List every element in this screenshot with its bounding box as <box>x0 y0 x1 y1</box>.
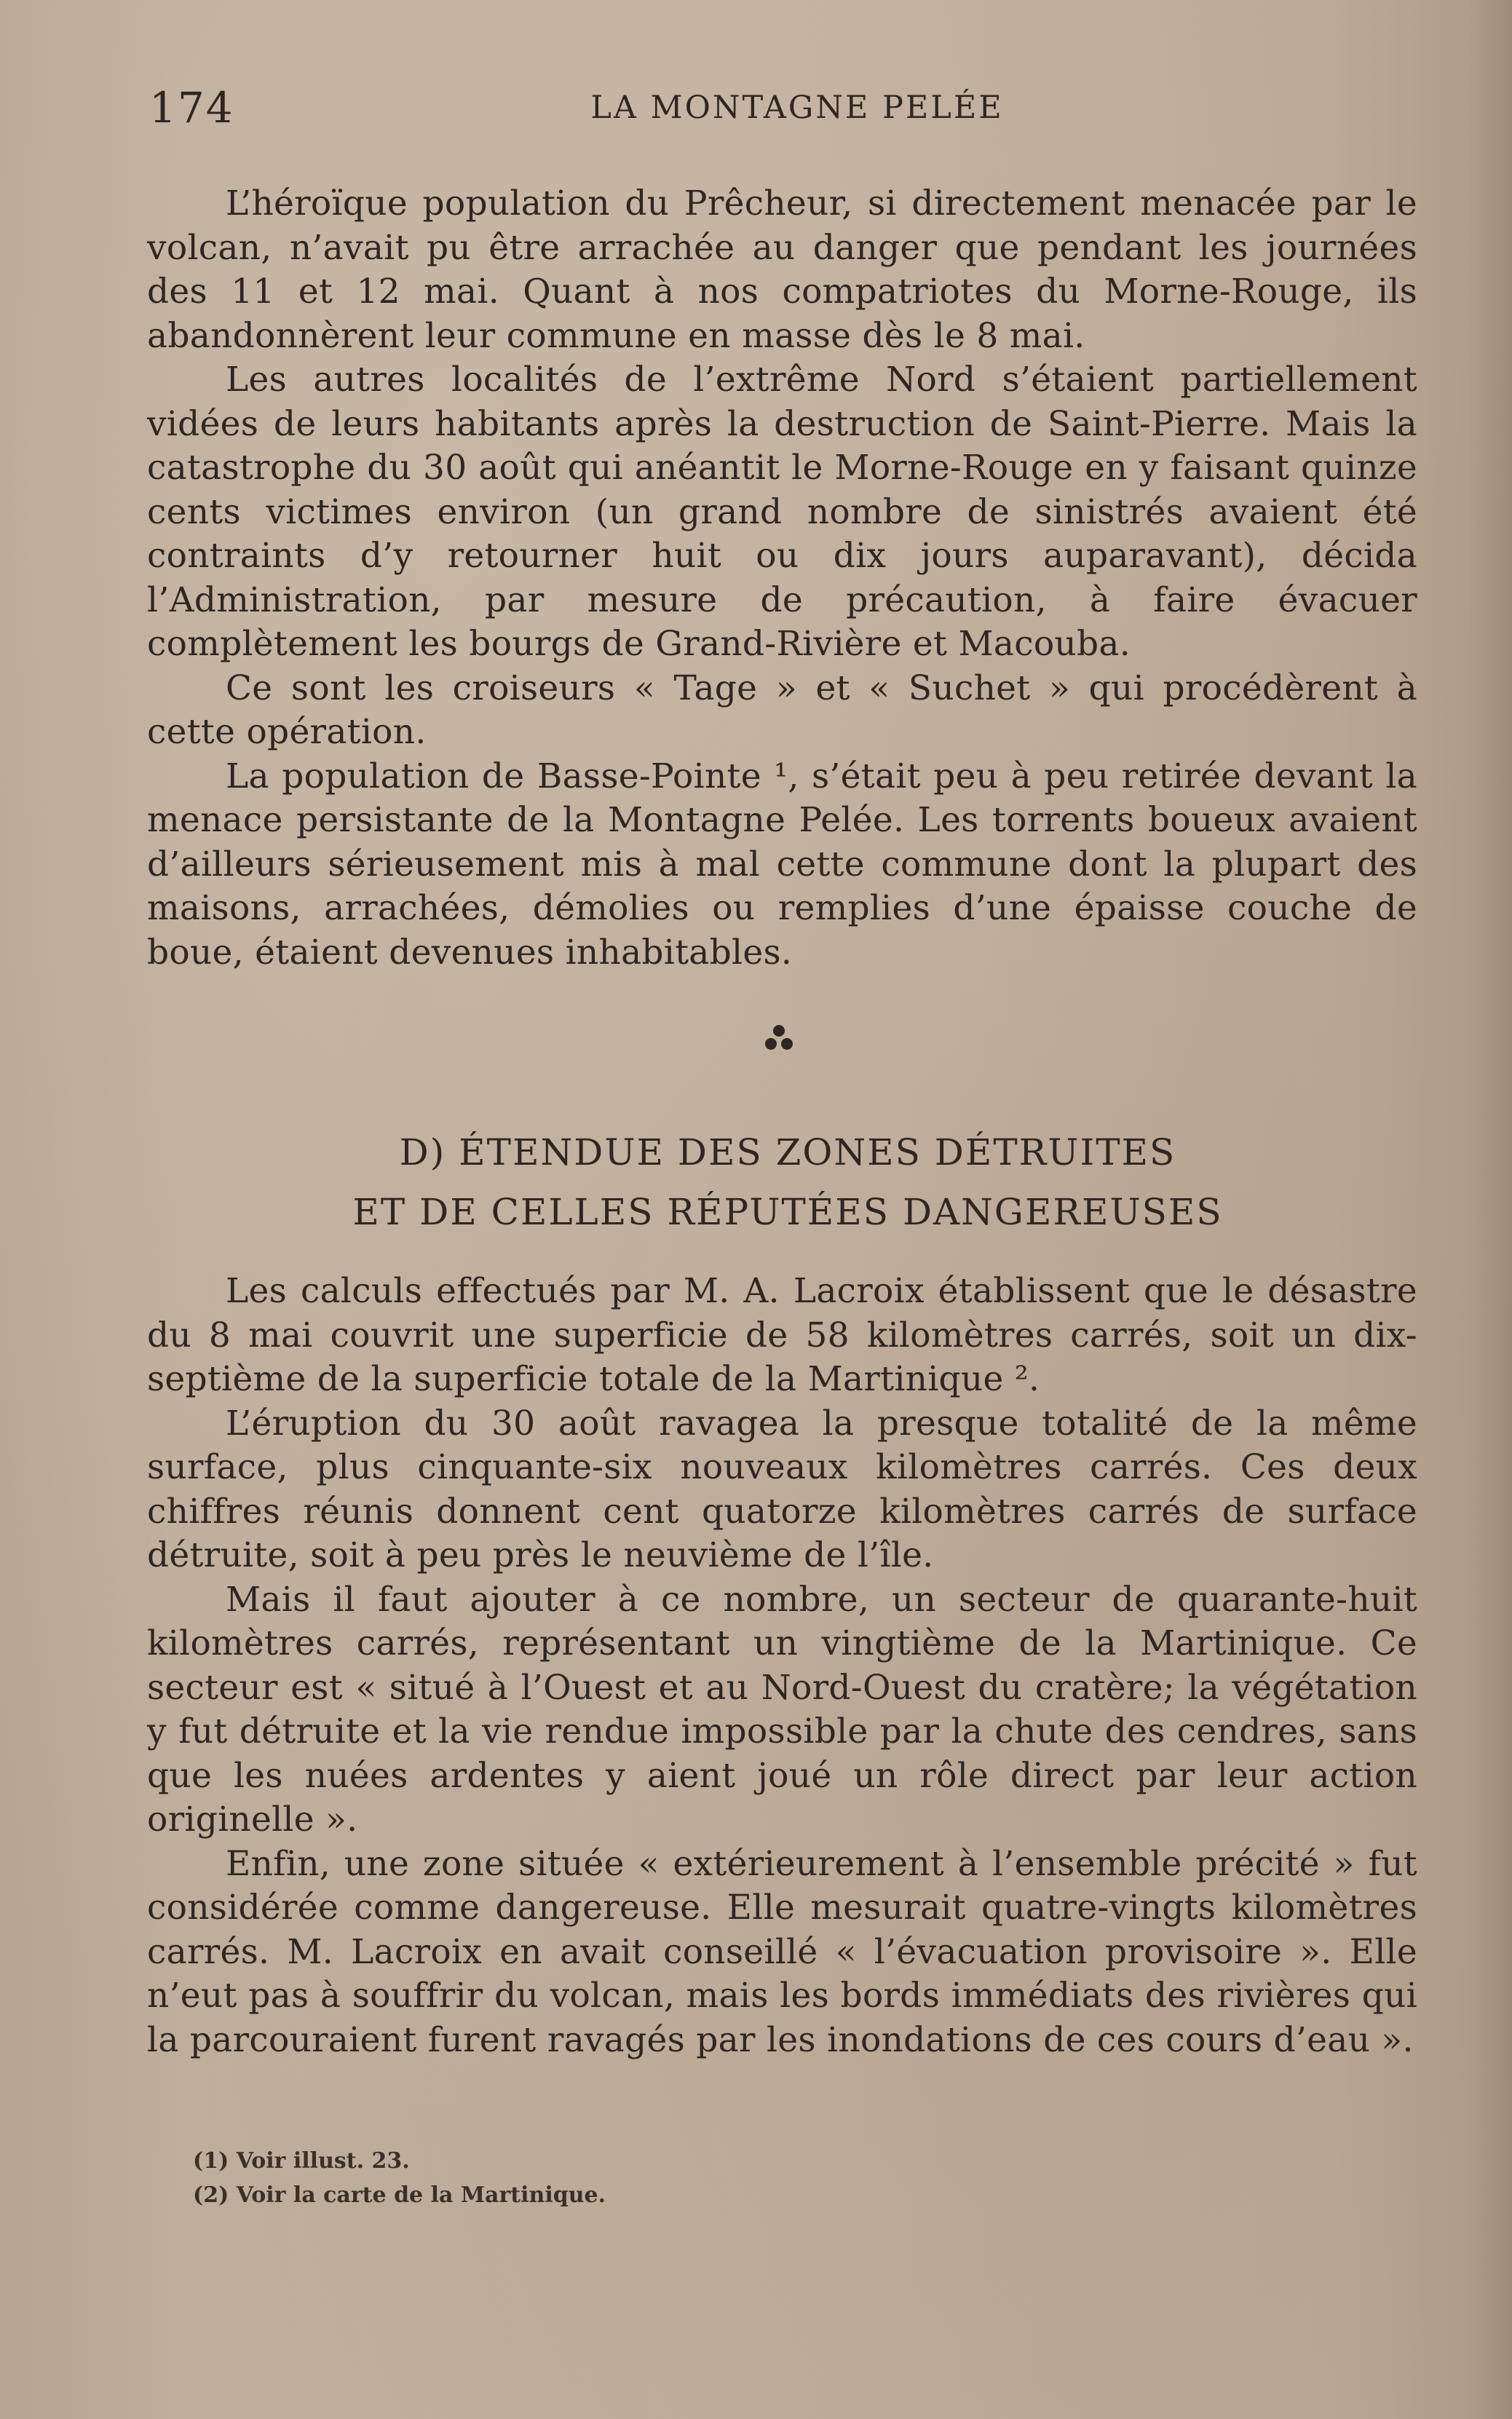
section-title-line-1: D) ÉTENDUE DES ZONES DÉTRUITES <box>399 1131 1176 1173</box>
paragraph: Ce sont les croiseurs « Tage » et « Suchet » qui procédèrent à cette opération. <box>147 668 1417 752</box>
page-header <box>149 79 1416 137</box>
section-title-line-2: ET DE CELLES RÉPUTÉES DANGEREUSES <box>352 1191 1223 1233</box>
footnote-1: (1) Voir illust. 23. <box>193 2148 410 2174</box>
asterism-ornament <box>750 1019 808 1063</box>
paragraph: L’éruption du 30 août ravagea la presque totalité de la même surface, plus cinquante-six nouveaux kilomètres carrés. Ces deux chiffres réunis donnent cent quatorze kilomètres carrés de surface détruite, soit à peu près le neuvième de l’île. <box>147 1403 1417 1575</box>
footnotes <box>193 2146 848 2214</box>
body-text-after-section <box>147 1270 1417 2062</box>
paragraph: Mais il faut ajouter à ce nombre, un secteur de quarante-huit kilomètres carrés, représentant un vingtième de la Martinique. Ce secteur est « situé à l’Ouest et au Nord-Ouest du cratère; la végétation y fut détruite et la vie rendue impossible par la chute des cendres, sans que les nuées ardentes y aient joué un rôle direct par leur action originelle ». <box>147 1579 1417 1840</box>
body-text-before-section <box>147 182 1417 975</box>
paragraph: Les calculs effectués par M. A. Lacroix établissent que le désastre du 8 mai couvrit une superficie de 58 kilomètres carrés, soit un dix-septième de la superficie totale de la Martinique ². <box>147 1271 1417 1399</box>
page-edge-shadow <box>1468 0 1512 2419</box>
running-title: LA MONTAGNE PELÉE <box>590 90 1004 126</box>
page-number: 174 <box>149 83 234 132</box>
paragraph: Les autres localités de l’extrême Nord s’étaient partiellement vidées de leurs habitants après la destruction de Saint-Pierre. Mais la catastrophe du 30 août qui anéantit le Morne-Rouge en y faisant quinze cents victimes environ (un grand nombre de sinistrés avaient été contraints d’y retourner huit ou dix jours auparavant), décida l’Administration, par mesure de précaution, à faire évacuer complètement les bourgs de Grand-Rivière et Macouba. <box>147 360 1417 664</box>
paragraph: Enfin, une zone située « extérieurement à l’ensemble précité » fut considérée comme dangereuse. Elle mesurait quatre-vingts kilomètres carrés. M. Lacroix en avait conseillé « l’évacuation provisoire ». Elle n’eut pas à souffrir du volcan, mais les bords immédiats des rivières qui la parcouraient furent ravagés par les inondations de ces cours d’eau ». <box>147 1843 1417 2060</box>
footnote-2: (2) Voir la carte de la Martinique. <box>193 2182 606 2208</box>
paragraph: La population de Basse-Pointe ¹, s’était peu à peu retirée devant la menace persistante de la Montagne Pelée. Les torrents boueux avaient d’ailleurs sérieusement mis à mal cette commune dont la plupart des maisons, arrachées, démolies ou remplies d’une épaisse couche de boue, étaient devenues inhabitables. <box>147 756 1417 973</box>
paragraph: L’héroïque population du Prêcheur, si directement menacée par le volcan, n’avait pu être arrachée au danger que pendant les journées des 11 et 12 mai. Quant à nos compatriotes du Morne-Rouge, ils abandonnèrent leur commune en masse dès le 8 mai. <box>147 183 1417 356</box>
